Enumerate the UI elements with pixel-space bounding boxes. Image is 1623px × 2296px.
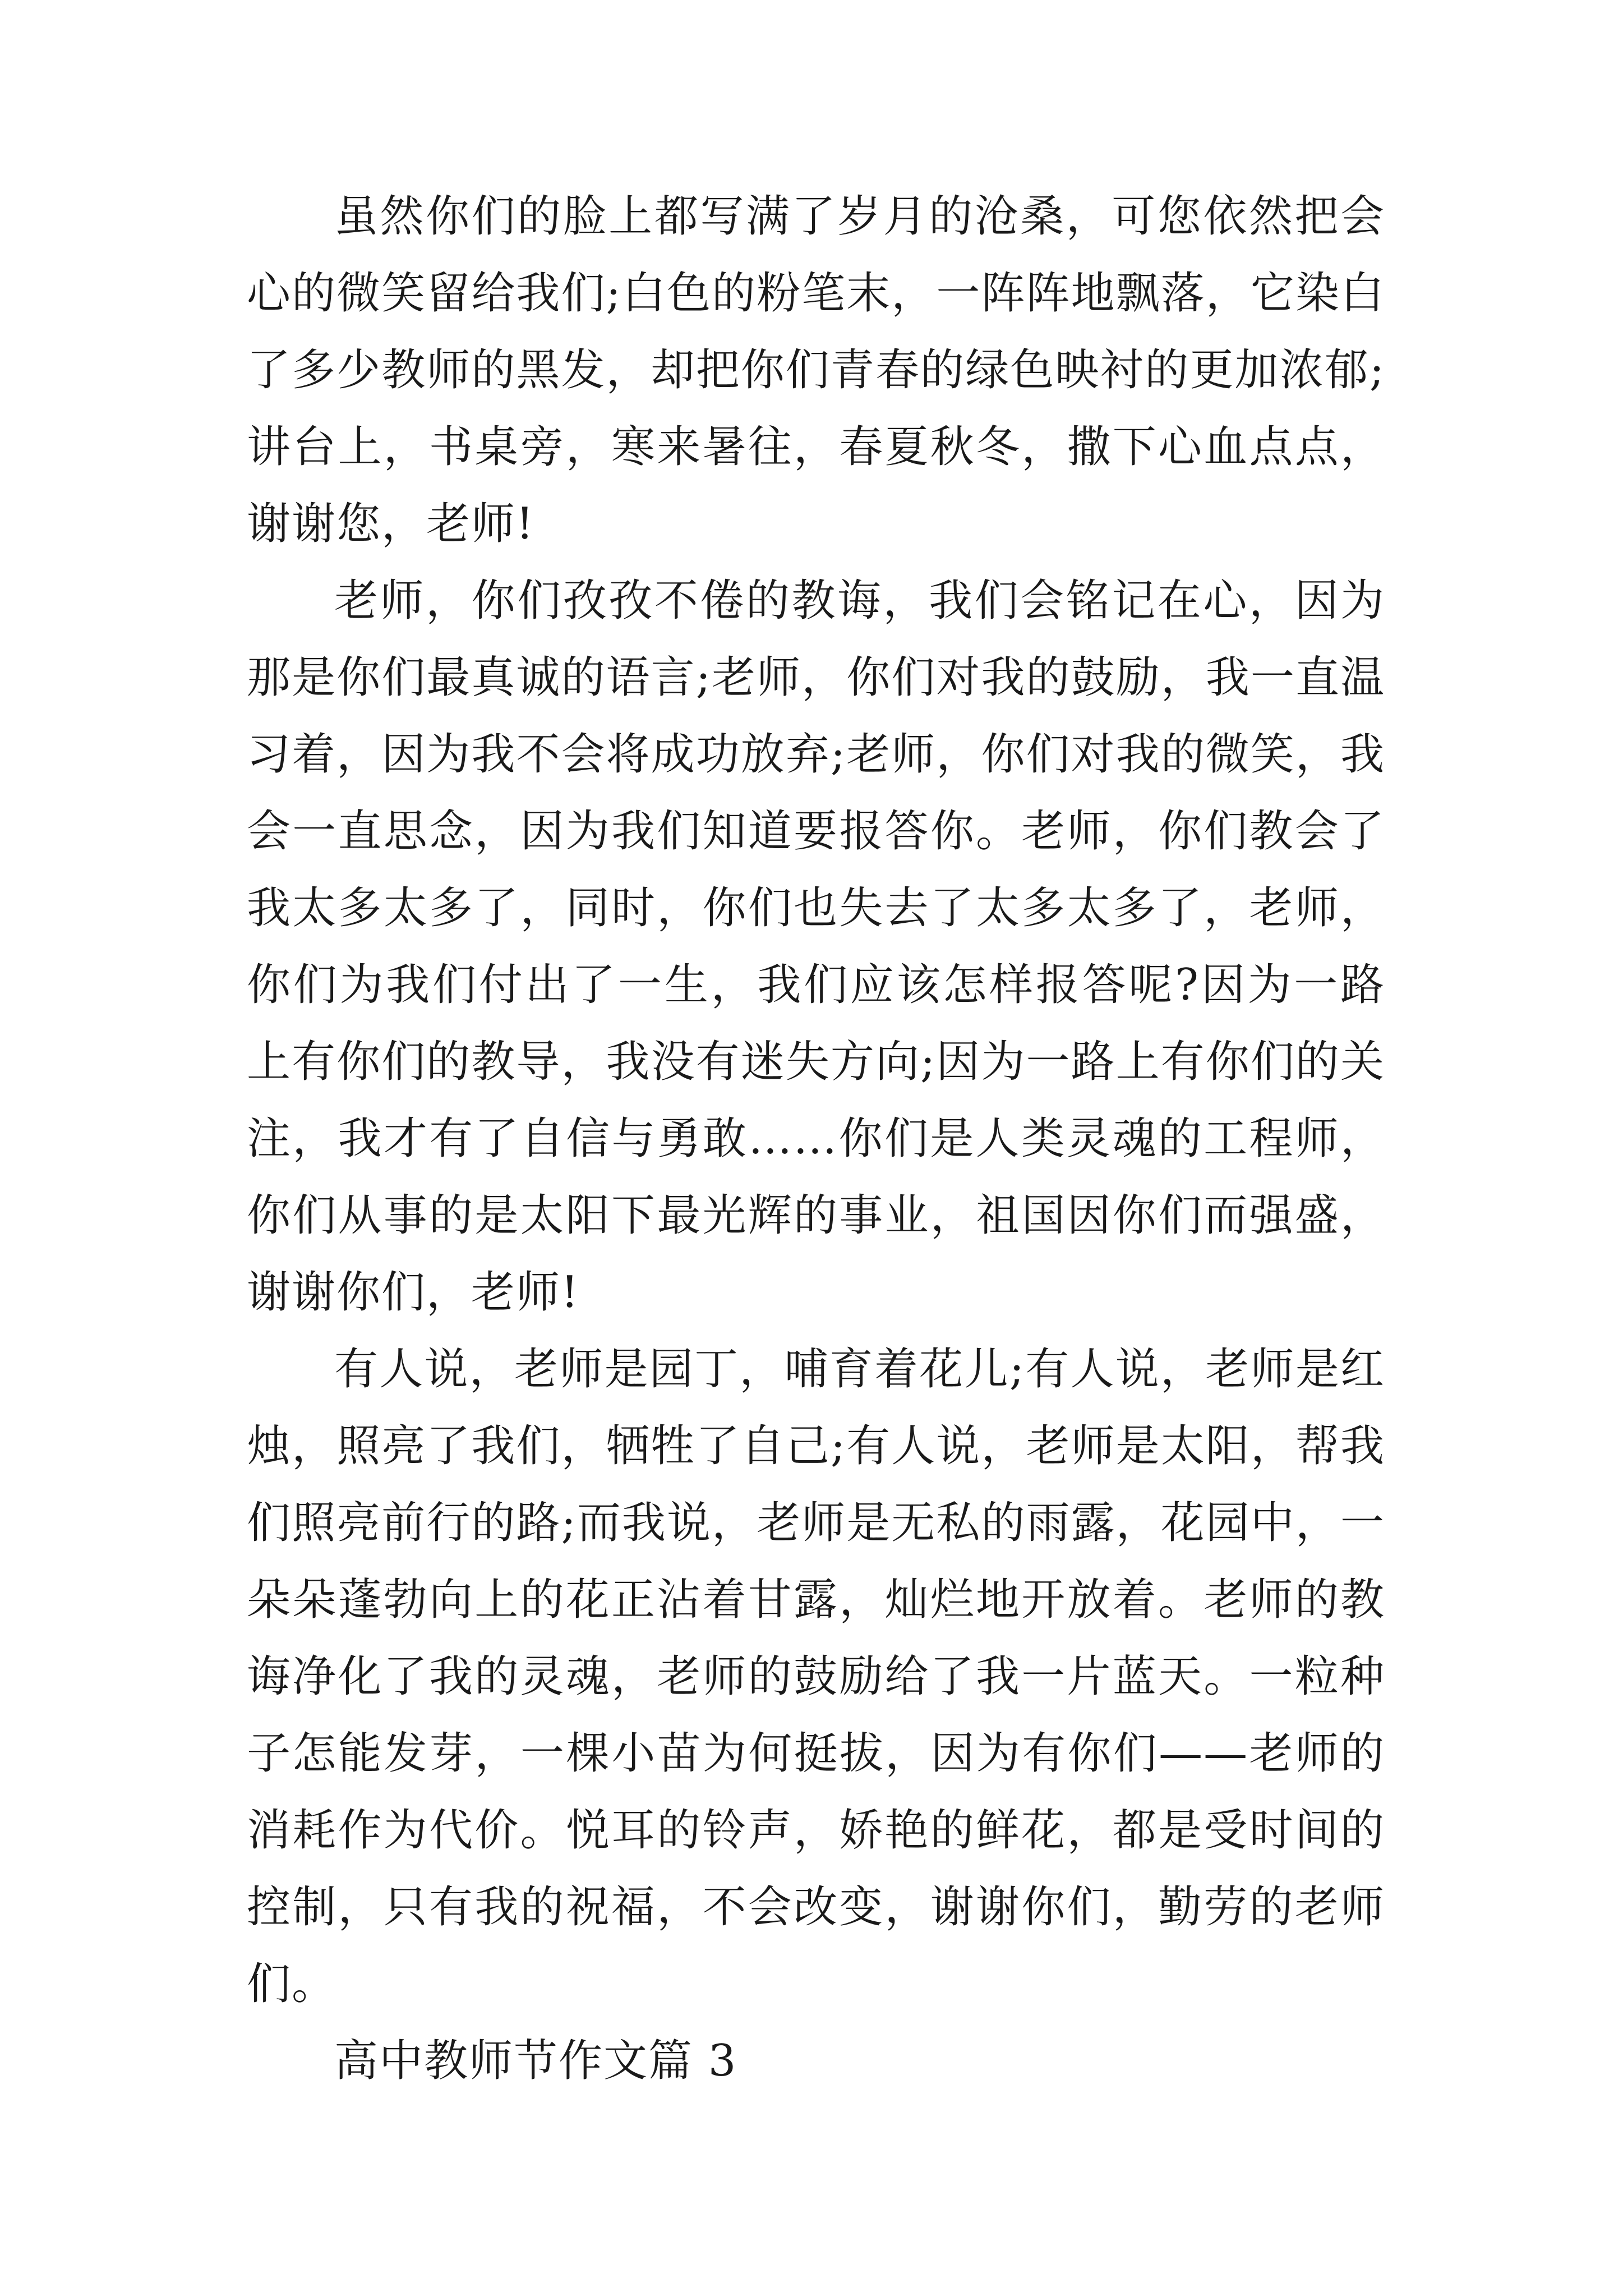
paragraph-1: 虽然你们的脸上都写满了岁月的沧桑，可您依然把会心的微笑留给我们;白色的粉笔末，一阵阵地飘落，它染白了多少教师的黑发，却把你们青春的绿色映衬的更加浓郁;讲台上，书桌旁，寒来暑往，春夏秋冬，撒下心血点点，谢谢您，老师! <box>247 191 1385 549</box>
paragraph-2: 老师，你们孜孜不倦的教诲，我们会铭记在心，因为那是你们最真诚的语言;老师，你们对我的鼓励，我一直温习着，因为我不会将成功放弃;老师，你们对我的微笑，我会一直思念，因为我们知道要报答你。老师，你们教会了我太多太多了，同时，你们也失去了太多太多了，老师，你们为我们付出了一生，我们应该怎样报答呢?因为一路上有你们的教导，我没有迷失方向;因为一路上有你们的关注，我才有了自信与勇敢……你们是人类灵魂的工程师，你们从事的是太阳下最光辉的事业，祖国因你们而强盛，谢谢你们，老师! <box>247 576 1385 1318</box>
section-heading: 高中教师节作文篇 3 <box>334 2036 737 2086</box>
document-body <box>247 178 1385 2100</box>
paragraph-3: 有人说，老师是园丁，哺育着花儿;有人说，老师是红烛，照亮了我们，牺牲了自己;有人说，老师是太阳，帮我们照亮前行的路;而我说，老师是无私的雨露，花园中，一朵朵蓬勃向上的花正沾着甘露，灿烂地开放着。老师的教诲净化了我的灵魂，老师的鼓励给了我一片蓝天。一粒种子怎能发芽，一棵小苗为何挺拔，因为有你们——老师的消耗作为代价。悦耳的铃声，娇艳的鲜花，都是受时间的控制，只有我的祝福，不会改变，谢谢你们，勤劳的老师们。 <box>247 1344 1385 2009</box>
